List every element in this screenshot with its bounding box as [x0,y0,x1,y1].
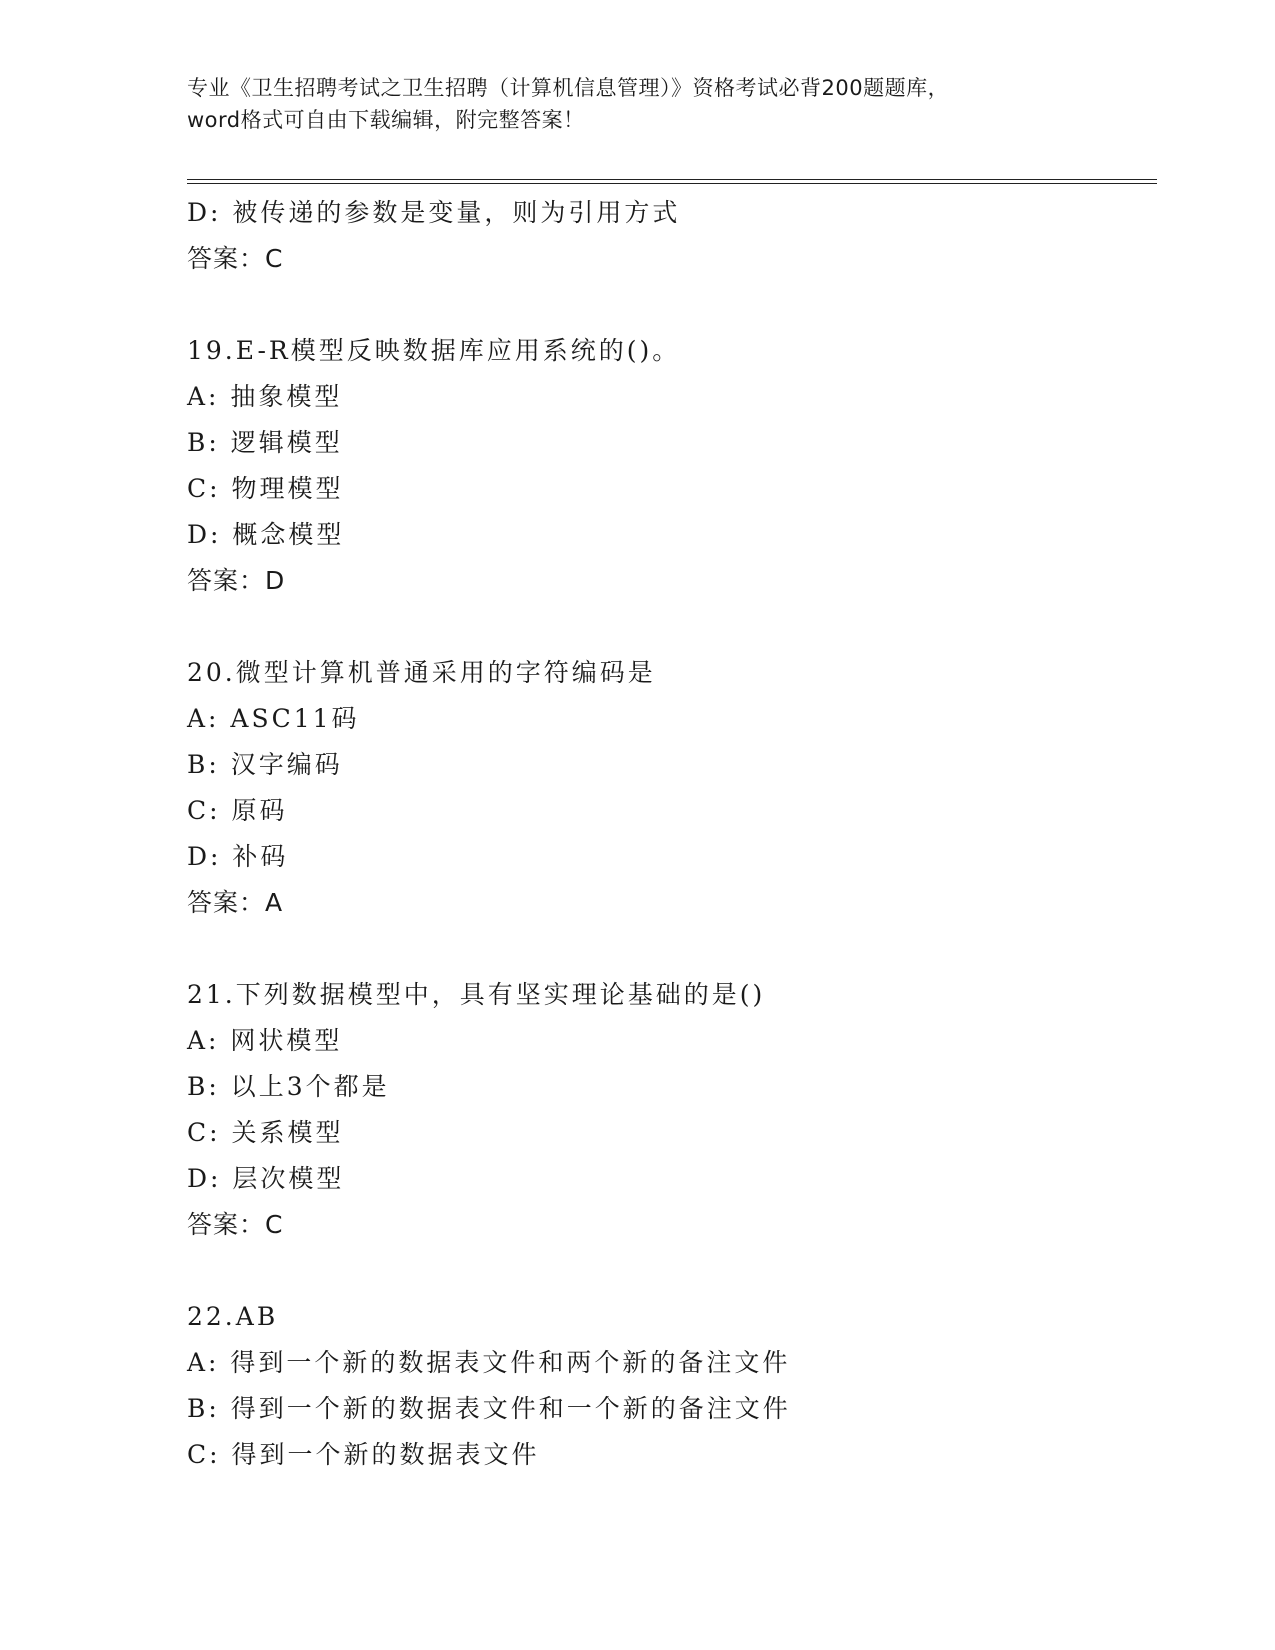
document-header [187,72,1087,136]
question-content [187,190,1157,1478]
header-title-line-1: 专业《卫生招聘考试之卫生招聘（计算机信息管理）》资格考试必背200题题库， [187,76,950,100]
option-b: B: 得到一个新的数据表文件和一个新的备注文件 [187,1394,791,1423]
question-21 [187,972,1157,1248]
option-b: B: 汉字编码 [187,750,343,779]
spacer [187,926,1157,972]
header-divider-bottom [187,183,1157,184]
option-c: C: 得到一个新的数据表文件 [187,1440,540,1469]
option-c: C: 关系模型 [187,1118,344,1147]
question-19 [187,328,1157,604]
option-a: A: 网状模型 [187,1026,343,1055]
option-d: D: 层次模型 [187,1164,345,1193]
question-stem: 21.下列数据模型中，具有坚实理论基础的是() [187,980,766,1009]
spacer [187,604,1157,650]
option-b: B: 逻辑模型 [187,428,343,457]
question-20 [187,650,1157,926]
option-d: D: 概念模型 [187,520,345,549]
option-a: A: ASC11码 [187,704,360,733]
option-a: A: 得到一个新的数据表文件和两个新的备注文件 [187,1348,791,1377]
spacer [187,1248,1157,1294]
spacer [187,282,1157,328]
option-a: A: 抽象模型 [187,382,343,411]
option-d: D: 补码 [187,842,289,871]
answer-line: 答案：C [187,1210,284,1239]
answer-line: 答案：D [187,566,286,595]
answer-line: 答案：C [187,244,284,273]
option-c: C: 物理模型 [187,474,344,503]
question-stem: 22.AB [187,1302,279,1331]
header-title-line-2: word格式可自由下载编辑，附完整答案！ [187,108,585,132]
question-stem: 19.E-R模型反映数据库应用系统的()。 [187,336,681,365]
header-divider-top [187,179,1157,180]
option-b: B: 以上3个都是 [187,1072,390,1101]
option-d: D: 被传递的参数是变量，则为引用方式 [187,198,681,227]
option-c: C: 原码 [187,796,288,825]
answer-line: 答案：A [187,888,284,917]
question-18-tail [187,190,1157,282]
question-22 [187,1294,1157,1478]
question-stem: 20.微型计算机普通采用的字符编码是 [187,658,656,687]
